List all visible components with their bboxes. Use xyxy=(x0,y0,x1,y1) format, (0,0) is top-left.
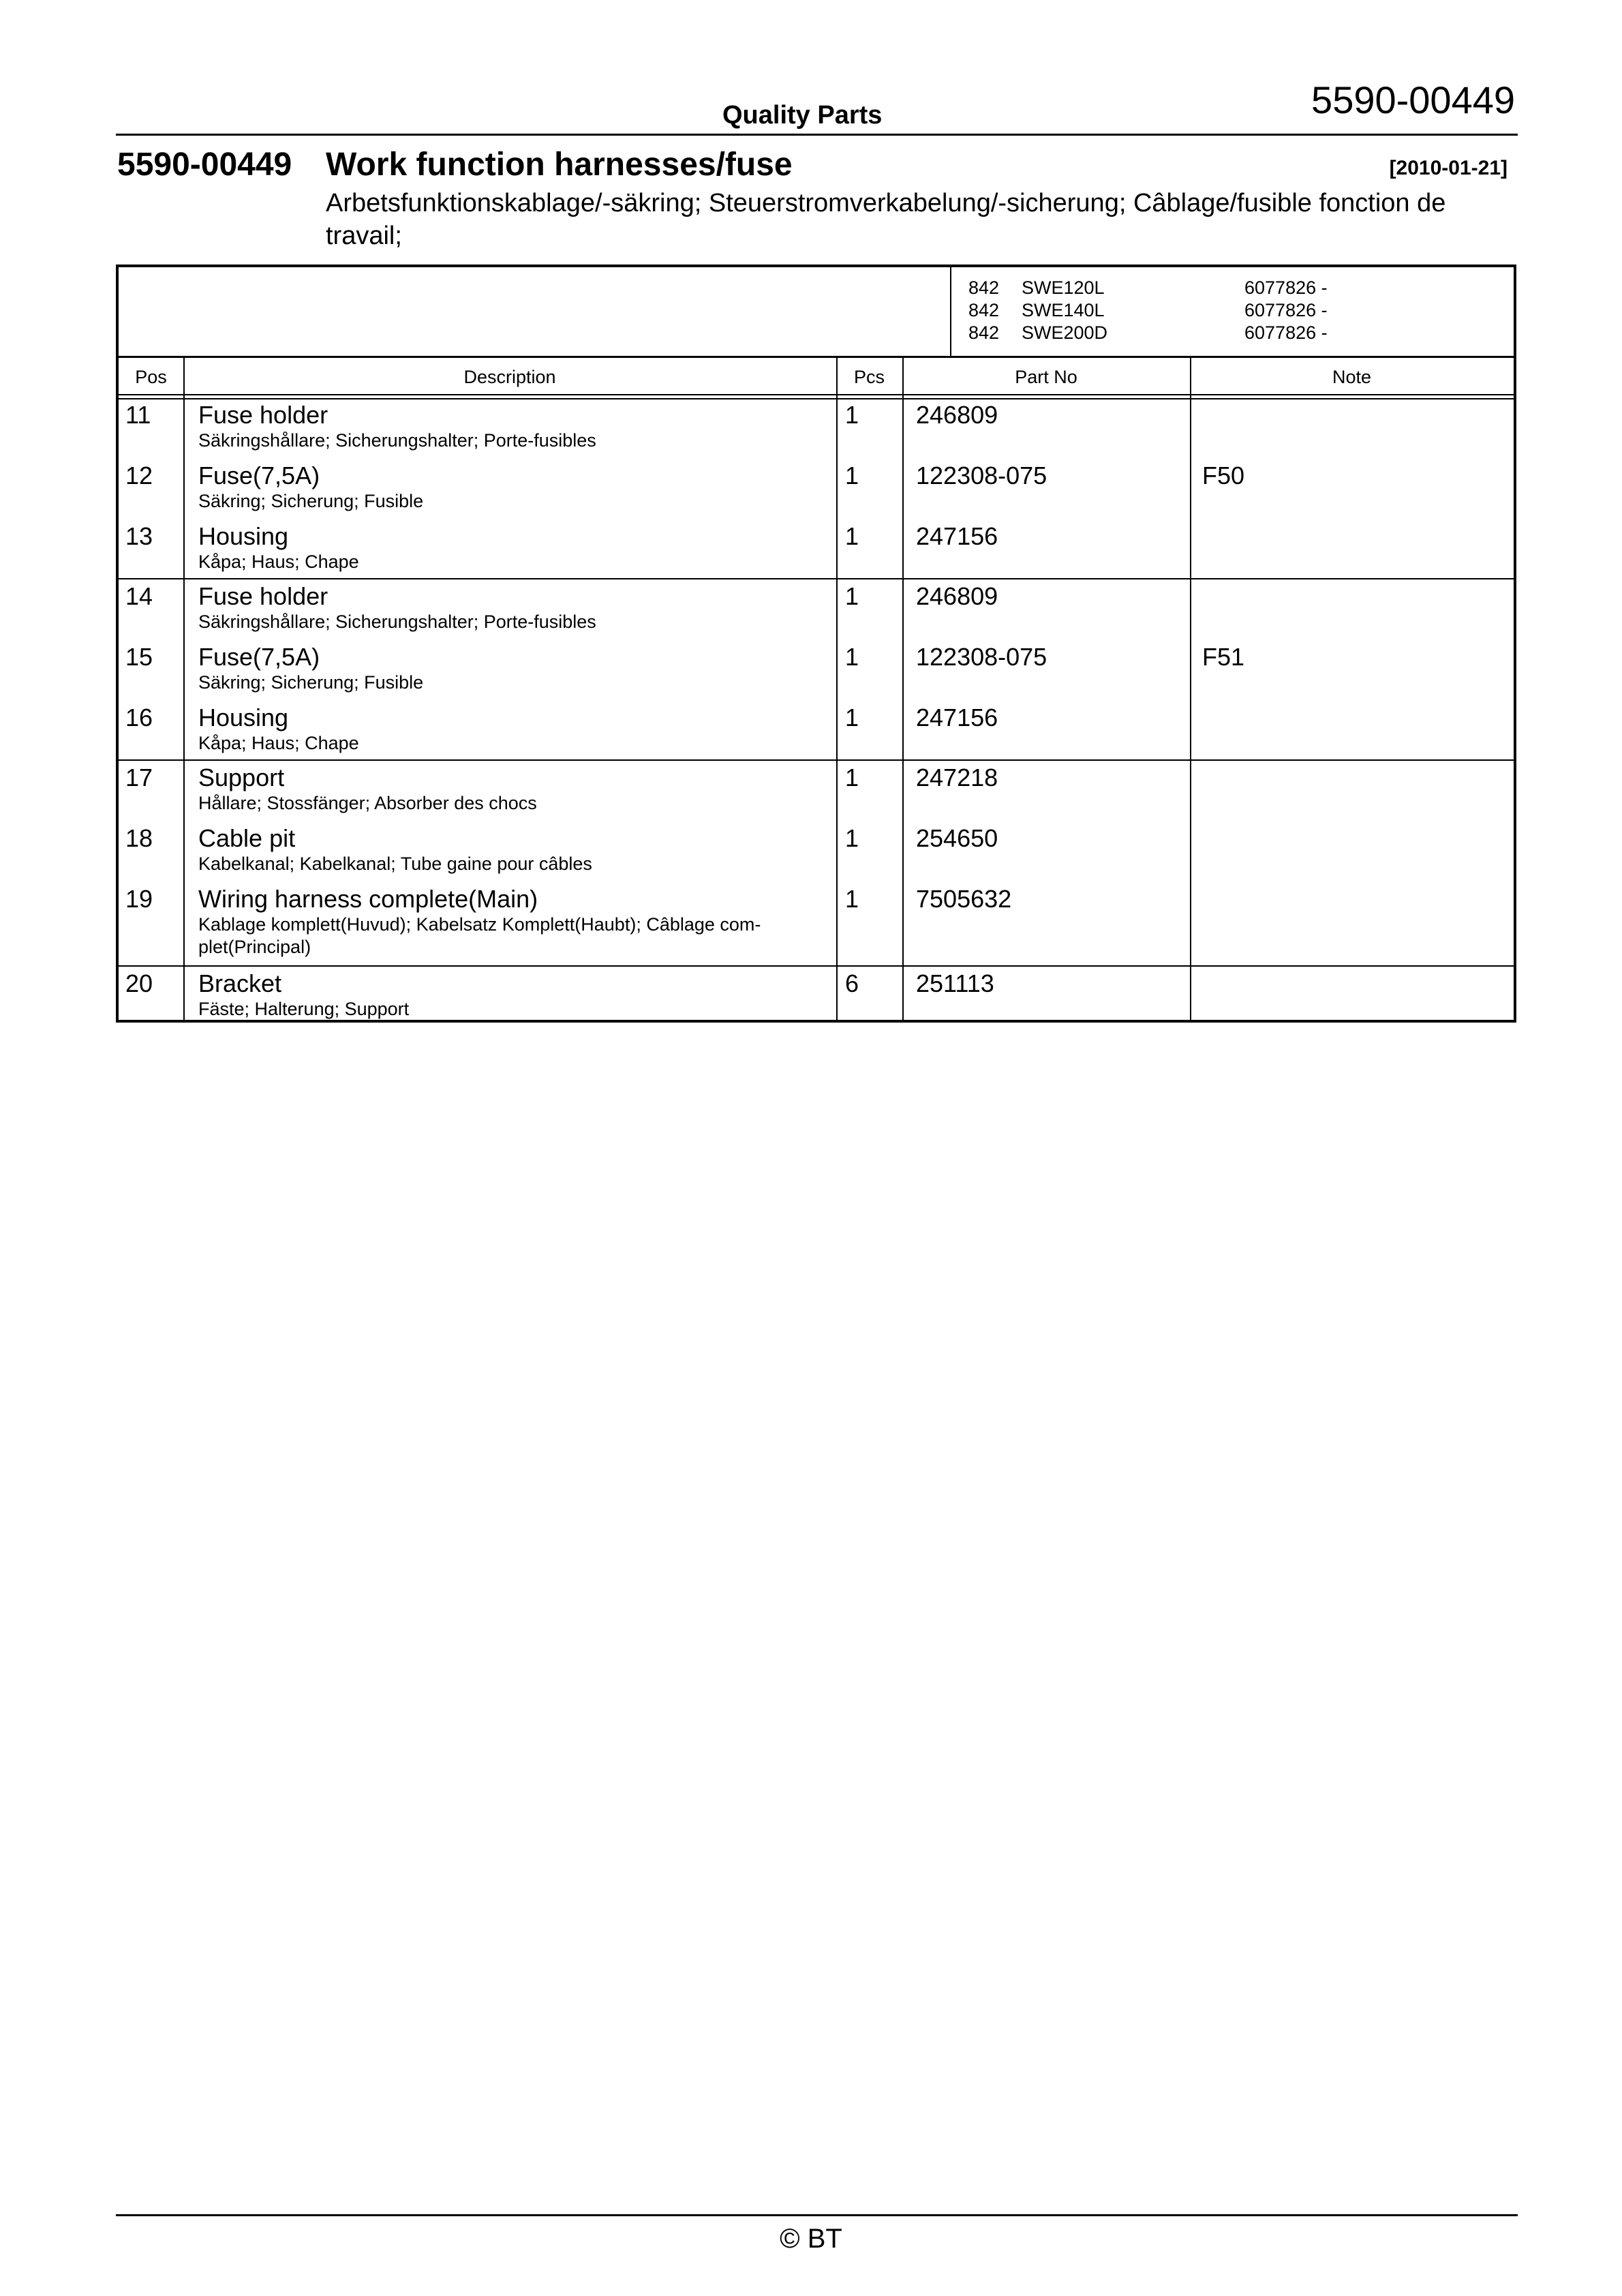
column-header-pos: Pos xyxy=(135,367,167,387)
row-description-translation: Kåpa; Haus; Chape xyxy=(198,733,359,753)
column-header-part-no: Part No xyxy=(1015,367,1077,387)
row-note: F50 xyxy=(1202,462,1245,489)
row-part-no: 246809 xyxy=(916,401,998,429)
model-list xyxy=(950,267,1514,356)
row-description-translation: Hållare; Stossfänger; Absorber des chocs xyxy=(198,793,537,813)
row-pcs: 6 xyxy=(845,969,859,997)
section-title: Work function harnesses/fuse xyxy=(326,147,793,183)
row-pos: 14 xyxy=(125,582,153,610)
row-part-no: 122308-075 xyxy=(916,462,1047,489)
row-pos: 17 xyxy=(125,764,153,791)
row-note: F51 xyxy=(1202,643,1245,671)
model-serial: 6077826 - xyxy=(1244,300,1328,320)
model-name: SWE200D xyxy=(1022,322,1108,343)
footer-copyright: © BT xyxy=(780,2224,842,2254)
row-pos: 13 xyxy=(125,522,153,550)
row-pcs: 1 xyxy=(845,824,859,852)
row-description: Housing xyxy=(198,522,289,550)
column-header-pcs: Pcs xyxy=(853,367,885,387)
row-part-no: 251113 xyxy=(916,969,994,997)
row-description-translation: Kåpa; Haus; Chape xyxy=(198,552,359,572)
table-rule xyxy=(119,356,1514,358)
column-divider xyxy=(902,356,904,1020)
column-divider xyxy=(1190,356,1191,1020)
section-subtitle: Arbetsfunktionskablage/-säkring; Steuerstromverkabelung/-sicherung; Câblage/fusible fonction de travail; xyxy=(326,189,1446,250)
row-description: Wiring harness complete(Main) xyxy=(198,885,538,913)
row-description: Bracket xyxy=(198,969,282,997)
row-description-translation: Säkring; Sicherung; Fusible xyxy=(198,491,424,511)
header-rule xyxy=(116,134,1518,136)
model-serial: 6077826 - xyxy=(1244,322,1328,343)
section-date: [2010-01-21] xyxy=(1389,157,1508,179)
row-description-translation: Säkring; Sicherung; Fusible xyxy=(198,672,424,693)
model-code: 842 xyxy=(968,322,1000,343)
row-description-translation: plet(Principal) xyxy=(198,937,311,957)
row-pcs: 1 xyxy=(845,401,859,429)
row-pos: 15 xyxy=(125,643,153,671)
row-pcs: 1 xyxy=(845,885,859,913)
row-description-translation: Säkringshållare; Sicherungshalter; Porte-fusibles xyxy=(198,430,596,451)
model-code: 842 xyxy=(968,277,1000,298)
row-pcs: 1 xyxy=(845,764,859,791)
model-name: SWE140L xyxy=(1022,300,1105,320)
row-description: Fuse holder xyxy=(198,401,328,429)
row-pos: 20 xyxy=(125,969,153,997)
row-pos: 11 xyxy=(125,401,151,429)
row-pcs: 1 xyxy=(845,704,859,731)
column-header-note: Note xyxy=(1332,367,1372,387)
row-description: Support xyxy=(198,764,285,791)
row-description: Fuse(7,5A) xyxy=(198,643,320,671)
model-serial: 6077826 - xyxy=(1244,277,1328,298)
model-code: 842 xyxy=(968,300,1000,320)
column-divider xyxy=(836,356,838,1020)
row-description: Fuse(7,5A) xyxy=(198,462,320,489)
row-description: Cable pit xyxy=(198,824,296,852)
row-pos: 16 xyxy=(125,704,153,731)
table-rule xyxy=(119,398,1514,399)
row-part-no: 7505632 xyxy=(916,885,1012,913)
column-header-description: Description xyxy=(463,367,556,387)
row-pos: 18 xyxy=(125,824,153,852)
row-part-no: 247218 xyxy=(916,764,998,791)
row-part-no: 246809 xyxy=(916,582,998,610)
column-divider xyxy=(183,356,185,1020)
row-part-no: 254650 xyxy=(916,824,998,852)
row-description: Fuse holder xyxy=(198,582,328,610)
row-description-translation: Säkringshållare; Sicherungshalter; Porte-fusibles xyxy=(198,611,596,632)
parts-table xyxy=(116,265,1516,1023)
row-part-no: 247156 xyxy=(916,522,998,550)
page-header-title: Quality Parts xyxy=(722,101,883,130)
page-doc-number: 5590-00449 xyxy=(1311,78,1515,121)
row-part-no: 122308-075 xyxy=(916,643,1047,671)
row-pcs: 1 xyxy=(845,582,859,610)
row-pcs: 1 xyxy=(845,643,859,671)
row-pos: 19 xyxy=(125,885,153,913)
group-rule xyxy=(119,965,1514,967)
row-pcs: 1 xyxy=(845,522,859,550)
group-rule xyxy=(119,759,1514,761)
section-number: 5590-00449 xyxy=(117,147,292,183)
footer-rule xyxy=(116,2214,1518,2216)
row-part-no: 247156 xyxy=(916,704,998,731)
group-rule xyxy=(119,578,1514,579)
table-rule xyxy=(119,394,1514,395)
row-pcs: 1 xyxy=(845,462,859,489)
row-pos: 12 xyxy=(125,462,153,489)
row-description-translation: Fäste; Halterung; Support xyxy=(198,999,410,1019)
row-description-translation: Kablage komplett(Huvud); Kabelsatz Komplett(Haubt); Câblage com- xyxy=(198,914,761,935)
model-name: SWE120L xyxy=(1022,277,1105,298)
row-description: Housing xyxy=(198,704,289,731)
row-description-translation: Kabelkanal; Kabelkanal; Tube gaine pour câbles xyxy=(198,854,592,874)
